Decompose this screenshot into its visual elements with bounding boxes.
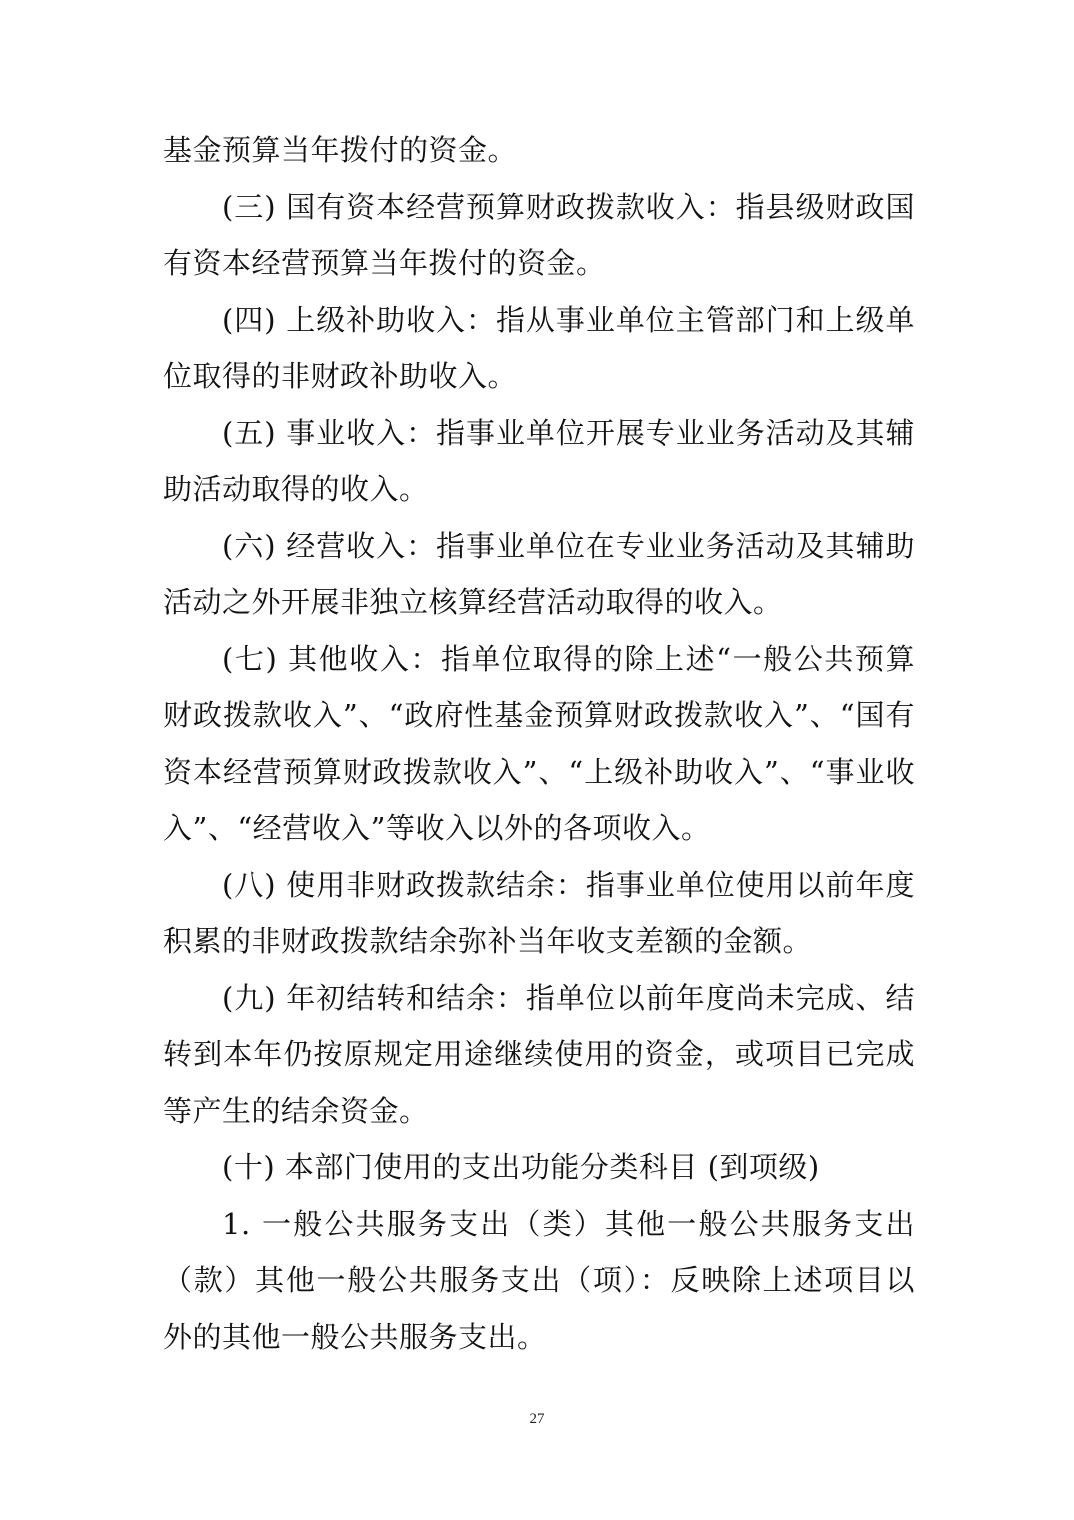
paragraph-other-income: (七) 其他收入：指单位取得的除上述“一般公共预算财政拨款收入”、“政府性基金预算财政拨款收入”、“国有资本经营预算财政拨款收入”、“上级补助收入”、“事业收入”、“经营收入”等收入以外的各项收入。 [163,641,915,845]
paragraph-non-fiscal-balance: (八) 使用非财政拨款结余：指事业单位使用以前年度积累的非财政拨款结余弥补当年收支差额的金额。 [163,867,915,958]
paragraph-state-capital-income: (三) 国有资本经营预算财政拨款收入：指县级财政国有资本经营预算当年拨付的资金。 [163,189,915,280]
paragraph-general-public-services: 1. 一般公共服务支出（类）其他一般公共服务支出（款）其他一般公共服务支出（项）：反映除上述项目以外的其他一般公共服务支出。 [163,1206,915,1354]
paragraph-expenditure-classification: (十) 本部门使用的支出功能分类科目 (到项级) [222,1150,820,1184]
body-text [163,122,915,1365]
paragraph-operating-income: (六) 经营收入：指事业单位在专业业务活动及其辅助活动之外开展非独立核算经营活动取得的收入。 [163,528,915,619]
paragraph-business-income: (五) 事业收入：指事业单位开展专业业务活动及其辅助活动取得的收入。 [163,415,915,506]
paragraph-continuation: 基金预算当年拨付的资金。 [163,133,518,167]
paragraph-superior-subsidy-income: (四) 上级补助收入：指从事业单位主管部门和上级单位取得的非财政补助收入。 [163,302,915,393]
paragraph-carryover-balance: (九) 年初结转和结余：指单位以前年度尚未完成、结转到本年仍按原规定用途继续使用的资金，或项目已完成等产生的结余资金。 [163,980,915,1128]
page-number: 27 [529,1411,545,1427]
